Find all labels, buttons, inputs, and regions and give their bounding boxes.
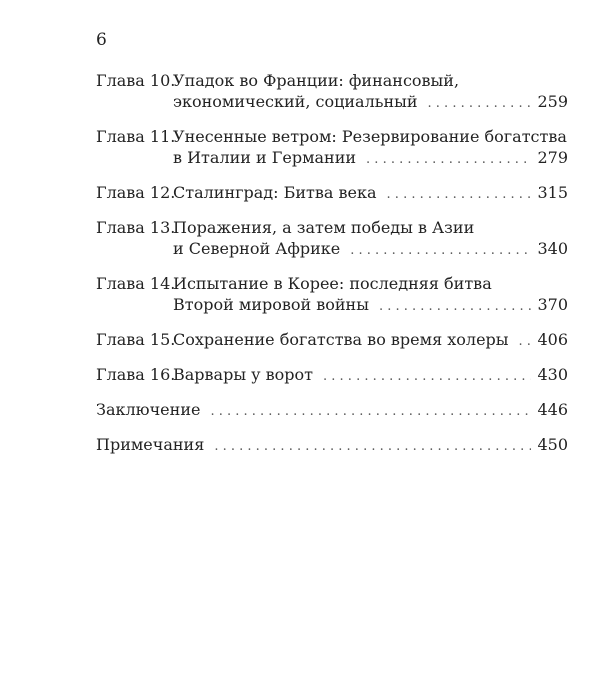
chapter-title-line: Второй мировой войны bbox=[173, 295, 369, 314]
chapter-page-number: 340 bbox=[537, 239, 568, 258]
dot-leader bbox=[366, 149, 531, 170]
chapter-label: Глава 14. bbox=[96, 274, 176, 293]
chapter-title-line: экономический, социальный bbox=[173, 92, 418, 111]
chapter-title-line: Сталинград: Битва века bbox=[173, 183, 377, 202]
chapter-label: Глава 10. bbox=[96, 71, 176, 90]
chapter-title-line: Сохранение богатства во время холеры bbox=[173, 330, 509, 349]
toc-entry-chapter-12[interactable] bbox=[96, 182, 568, 205]
dot-leader bbox=[387, 184, 532, 205]
section-title: Заключение bbox=[96, 400, 201, 419]
chapter-page-number: 430 bbox=[537, 365, 568, 384]
chapter-page-number: 279 bbox=[537, 148, 568, 167]
toc-entry-chapter-14[interactable] bbox=[96, 273, 568, 317]
chapter-label: Глава 11. bbox=[96, 127, 176, 146]
chapter-title-line: Испытание в Корее: последняя битва bbox=[173, 274, 492, 293]
dot-leader bbox=[323, 366, 531, 387]
chapter-title-line: Унесенные ветром: Резервирование богатства bbox=[173, 127, 567, 146]
dot-leader bbox=[428, 93, 532, 114]
toc-entry-chapter-13[interactable] bbox=[96, 217, 568, 261]
dot-leader bbox=[210, 401, 531, 422]
section-page-number: 450 bbox=[537, 435, 568, 454]
dot-leader bbox=[519, 331, 532, 352]
chapter-label: Глава 13. bbox=[96, 218, 176, 237]
toc-entry-notes[interactable] bbox=[96, 434, 568, 457]
table-of-contents bbox=[96, 70, 568, 469]
chapter-title-line: Варвары у ворот bbox=[173, 365, 314, 384]
toc-entry-conclusion[interactable] bbox=[96, 399, 568, 422]
dot-leader bbox=[350, 240, 531, 261]
chapter-title-line: и Северной Африке bbox=[173, 239, 341, 258]
chapter-title-line: Упадок во Франции: финансовый, bbox=[173, 71, 460, 90]
chapter-page-number: 315 bbox=[537, 183, 568, 202]
dot-leader bbox=[379, 296, 532, 317]
toc-entry-chapter-16[interactable] bbox=[96, 364, 568, 387]
chapter-title-line: в Италии и Германии bbox=[173, 148, 357, 167]
toc-entry-chapter-15[interactable] bbox=[96, 329, 568, 352]
page-number: 6 bbox=[96, 30, 107, 50]
section-title: Примечания bbox=[96, 435, 205, 454]
chapter-page-number: 259 bbox=[537, 92, 568, 111]
toc-entry-chapter-10[interactable] bbox=[96, 70, 568, 114]
dot-leader bbox=[214, 436, 531, 457]
section-page-number: 446 bbox=[537, 400, 568, 419]
chapter-page-number: 370 bbox=[537, 295, 568, 314]
chapter-label: Глава 16. bbox=[96, 365, 176, 384]
chapter-title-line: Поражения, а затем победы в Азии bbox=[173, 218, 475, 237]
chapter-page-number: 406 bbox=[537, 330, 568, 349]
chapter-label: Глава 15. bbox=[96, 330, 176, 349]
toc-entry-chapter-11[interactable] bbox=[96, 126, 568, 170]
chapter-label: Глава 12. bbox=[96, 183, 176, 202]
